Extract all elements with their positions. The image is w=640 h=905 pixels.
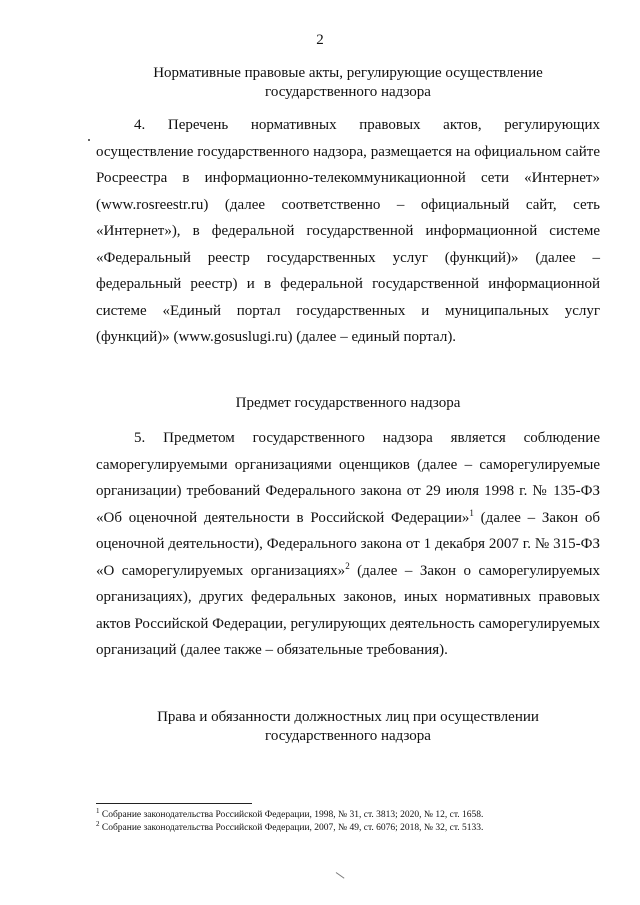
heading-line: Права и обязанности должностных лиц при осуществлении bbox=[157, 709, 539, 725]
footnote-text: Собрание законодательства Российской Федерации, 1998, № 31, ст. 3813; 2020, № 12, ст. 1658. bbox=[99, 810, 484, 820]
paragraph-5 bbox=[96, 425, 600, 664]
section-heading-rights bbox=[96, 708, 600, 746]
section-heading-legal-acts bbox=[96, 64, 600, 102]
footnote bbox=[96, 819, 600, 835]
footnote-ref: 2 bbox=[345, 560, 350, 571]
footnote-separator bbox=[96, 803, 252, 804]
footnote-number: 2 bbox=[96, 819, 100, 828]
paragraph-4: 4. Перечень нормативных правовых актов, регулирующих осуществление государственного надзора, размещается на официальном сайте Росреестра в информационно-телекоммуникационной сети «Интернет» (www.rosreestr.ru) (далее соответственно – официальный сайт, сеть «Интернет»), в федеральной государственной информационной системе «Федеральный реестр государственных услуг (функций)» (далее – федеральный реестр) и в федеральной государственной информационной системе «Единый портал государственных и муниципальных услуг (функций)» (www.gosuslugi.ru) (далее – единый портал). bbox=[96, 117, 600, 345]
scan-mark bbox=[88, 139, 90, 141]
paragraph-text: (далее – Закон об оценочной деятельности), Федерального закона от 1 декабря 2007 г. № 315-ФЗ «О саморегулируемых организациях» bbox=[96, 509, 600, 579]
footnote-number: 1 bbox=[96, 806, 100, 815]
footnote-text: Собрание законодательства Российской Федерации, 2007, № 49, ст. 6076; 2018, № 32, ст. 5133. bbox=[99, 823, 484, 833]
section-heading-subject: Предмет государственного надзора bbox=[235, 395, 461, 411]
heading-line: государственного надзора bbox=[265, 728, 431, 744]
page-number: 2 bbox=[316, 32, 324, 48]
scan-mark bbox=[336, 872, 345, 879]
heading-line: государственного надзора bbox=[265, 84, 431, 100]
footnote-ref: 1 bbox=[469, 507, 474, 518]
footnote bbox=[96, 806, 600, 822]
paragraph-text: 5. Предметом государственного надзора является соблюдение саморегулируемыми организациями оценщиков (далее – саморегулируемые организации) требований Федерального закона от 29 июля 1998 г. № 135-ФЗ «Об оценочной деятельности в Российской Федерации» bbox=[96, 430, 600, 526]
heading-line: Нормативные правовые акты, регулирующие осуществление bbox=[153, 65, 543, 81]
paragraph-text: (далее – Закон о саморегулируемых организациях), других федеральных законов, иных нормативных правовых актов Российской Федерации, регулирующих деятельность саморегулируемых организаций (далее также – обязательные требования). bbox=[96, 562, 600, 658]
footnotes bbox=[96, 806, 600, 835]
